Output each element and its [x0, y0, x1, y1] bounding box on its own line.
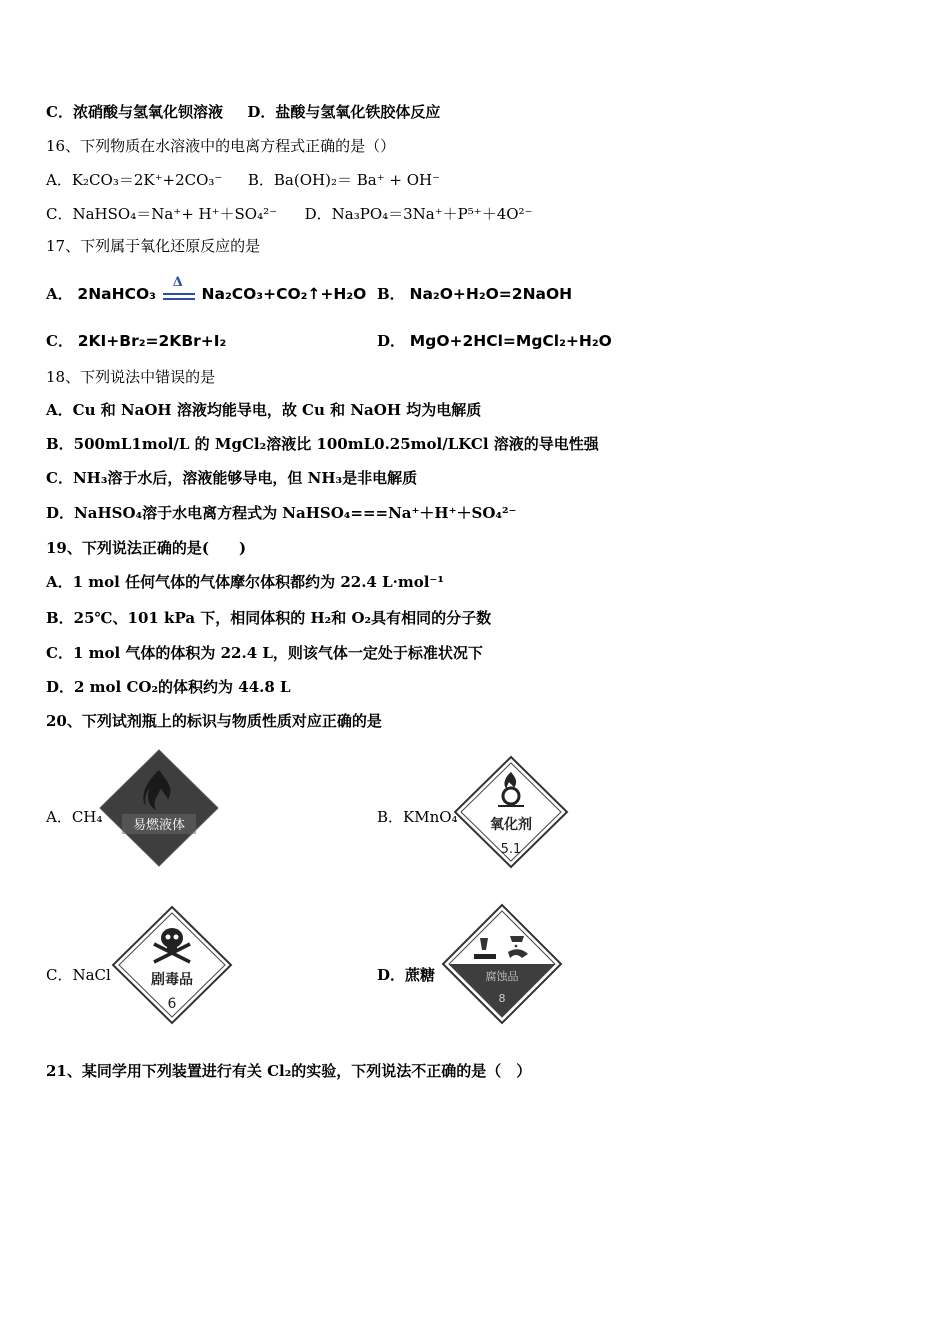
q18-option-d: D．NaHSO₄溶于水电离方程式为 NaHSO₄===Na⁺＋H⁺＋SO₄²⁻: [46, 504, 517, 522]
q19-option-c: C．1 mol 气体的体积为 22.4 L，则该气体一定处于标准状况下: [46, 644, 483, 662]
q16-options-cd: [46, 204, 532, 224]
q17-option-b: B． Na₂O+H₂O=2NaOH: [377, 285, 573, 303]
corrosive-sign-icon: [440, 902, 564, 1026]
sign-b-number: 5.1: [500, 842, 522, 857]
delta-symbol: Δ: [172, 275, 183, 290]
sign-a-text: 易燃液体: [132, 818, 186, 833]
q16-option-c: C．NaHSO₄＝Na⁺+ H⁺＋SO₄²⁻: [46, 205, 278, 223]
sign-d-text: 腐蚀品: [485, 970, 519, 983]
q19-option-d: D．2 mol CO₂的体积约为 44.8 L: [46, 678, 291, 696]
q18-option-a: A．Cu 和 NaOH 溶液均能导电，故 Cu 和 NaOH 均为电解质: [46, 401, 482, 419]
q15-options: [46, 102, 440, 122]
q18-option-b: B．500mL1mol/L 的 MgCl₂溶液比 100mL0.25mol/LKCl 溶液的导电性强: [46, 435, 599, 453]
q17-option-d: D． MgO+2HCl=MgCl₂+H₂O: [377, 332, 612, 350]
q18-option-c: C．NH₃溶于水后，溶液能够导电，但 NH₃是非电解质: [46, 469, 418, 487]
sign-b-text: 氧化剂: [490, 817, 532, 833]
sign-c-text: 剧毒品: [151, 972, 193, 988]
q20-option-a-label: A．CH₄: [46, 808, 103, 826]
q19-option-a: A．1 mol 任何气体的气体摩尔体积都约为 22.4 L·mol⁻¹: [46, 573, 444, 591]
q19-option-b: B．25℃、101 kPa 下，相同体积的 H₂和 O₂具有相同的分子数: [46, 609, 492, 627]
sign-d-number: 8: [498, 992, 506, 1005]
q15-option-c: C．浓硝酸与氢氧化钡溶液: [46, 103, 223, 121]
q19-stem: 19、下列说法正确的是( ): [46, 539, 247, 557]
q16-option-d: D．Na₃PO₄＝3Na⁺＋P⁵⁺＋4O²⁻: [304, 205, 533, 223]
q15-option-d: D．盐酸与氢氧化铁胶体反应: [247, 103, 441, 121]
q20-option-b-label: B．KMnO₄: [377, 808, 458, 826]
q17-option-c: C． 2KI+Br₂=2KBr+I₂: [46, 332, 227, 350]
q20-stem: 20、下列试剂瓶上的标识与物质性质对应正确的是: [46, 712, 382, 730]
sign-c-number: 6: [167, 996, 177, 1012]
q18-stem: 18、下列说法中错误的是: [46, 368, 216, 386]
q16-option-b: B．Ba(OH)₂＝ Ba⁺ + OH⁻: [247, 171, 441, 189]
q16-stem: 16、下列物质在水溶液中的电离方程式正确的是（）: [46, 137, 396, 155]
q20-option-d-label: D．蔗糖: [377, 966, 436, 984]
toxic-sign-icon: [110, 904, 234, 1026]
heat-equals-sign: [161, 275, 197, 305]
q21-stem: 21、某同学用下列装置进行有关 Cl₂的实验，下列说法不正确的是（ ）: [46, 1062, 532, 1080]
q17-stem: 17、下列属于氧化还原反应的是: [46, 237, 261, 255]
q16-options-ab: [46, 170, 440, 190]
q20-option-c-label: C．NaCl: [46, 966, 111, 984]
q16-option-a: A．K₂CO₃＝2K⁺+2CO₃⁻: [46, 171, 223, 189]
oxidizer-sign-icon: [452, 754, 570, 870]
q17-option-a: A． 2NaHCO₃ Δ Na₂CO₃+CO₂↑+H₂O: [46, 275, 367, 303]
flammable-liquid-sign-icon: [98, 748, 220, 868]
